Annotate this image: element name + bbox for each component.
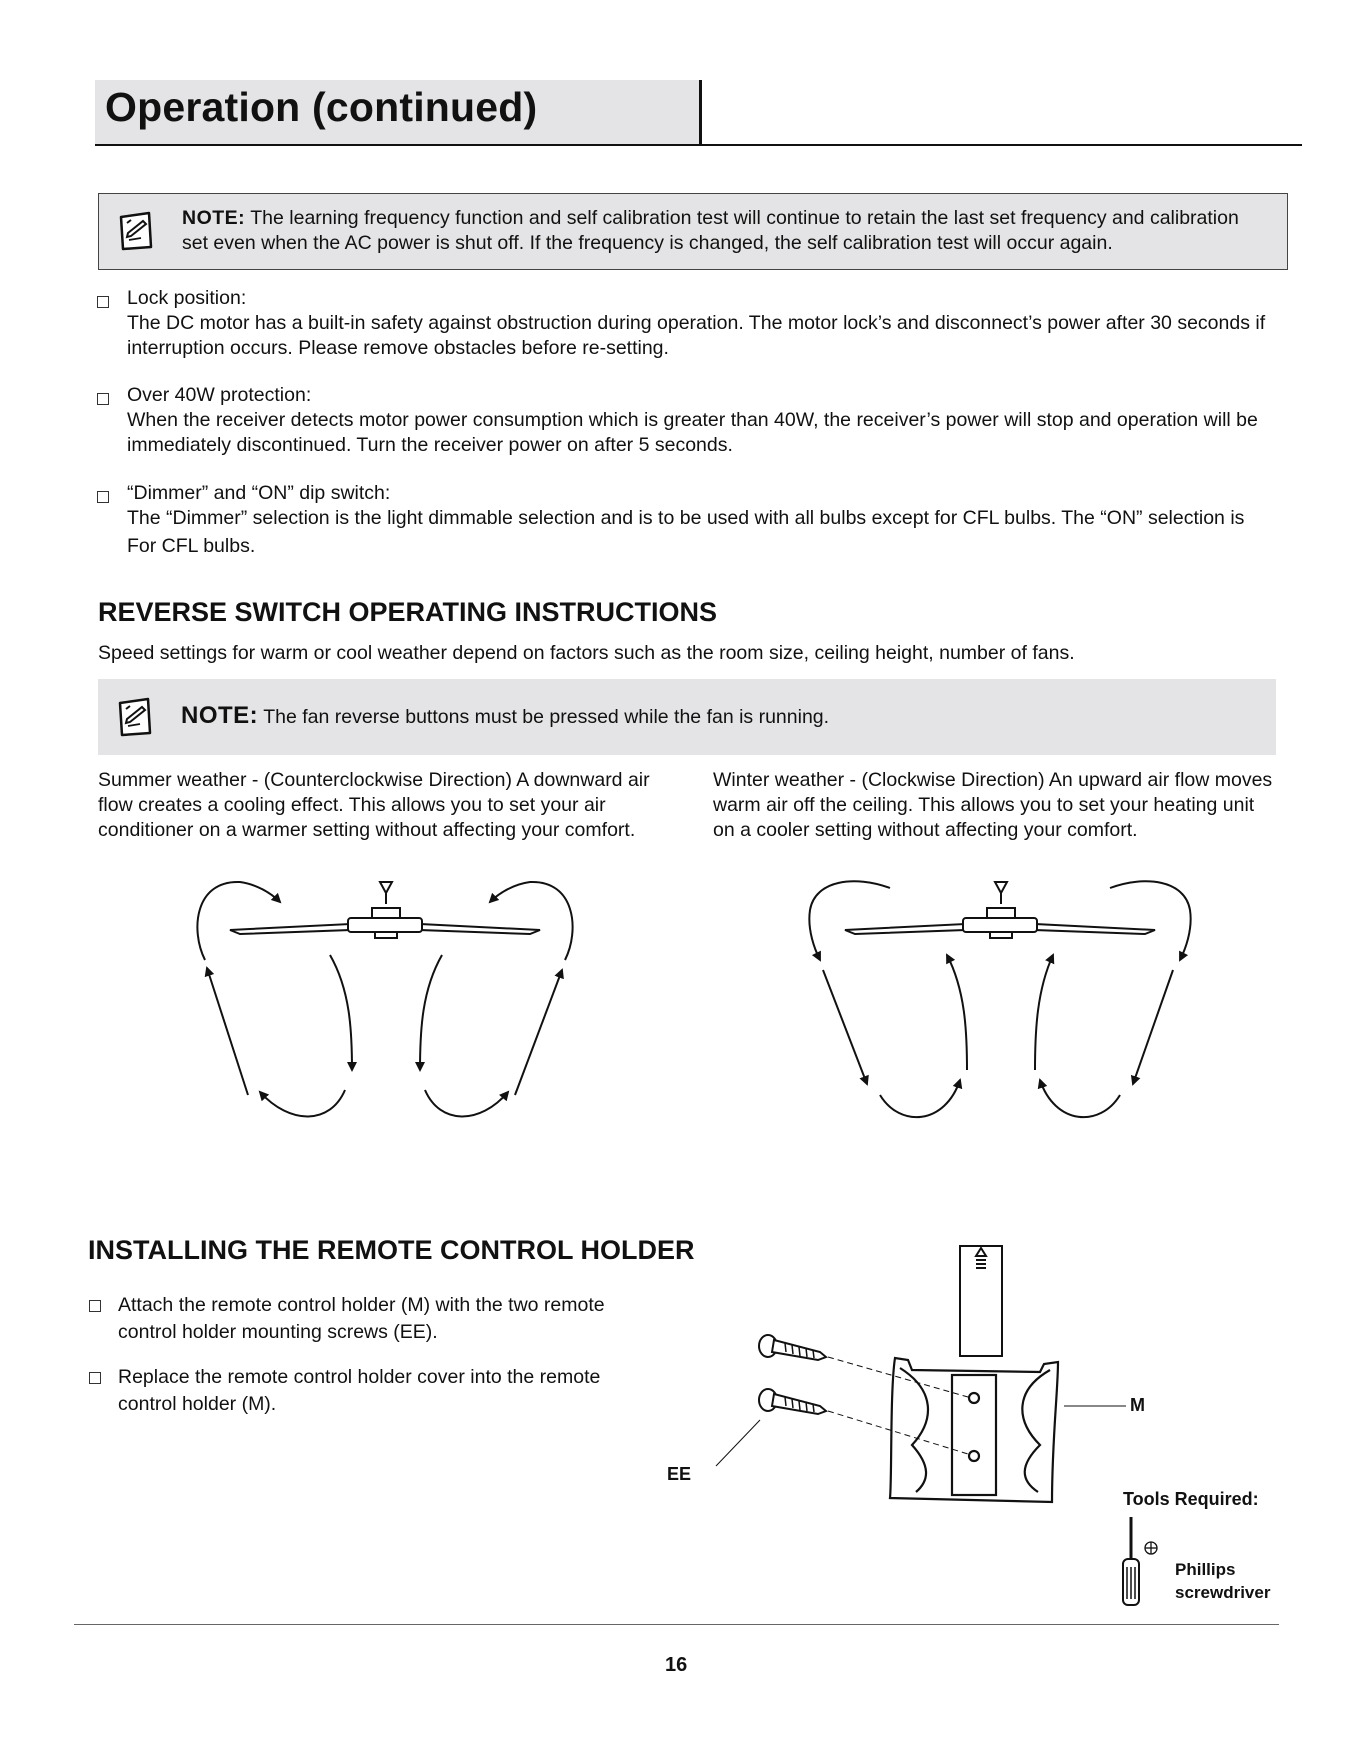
phillips-screwdriver-icon <box>1112 1515 1158 1610</box>
ceiling-fan-icon <box>230 882 540 938</box>
downward-arrow <box>330 955 352 1070</box>
bullet-square-icon <box>89 1372 101 1384</box>
curved-arrow <box>880 1080 960 1117</box>
step-text-line: control holder mounting screws (EE). <box>118 1321 438 1343</box>
leader-line <box>716 1420 760 1466</box>
step-text-line: control holder (M). <box>118 1393 277 1415</box>
curved-arrow <box>809 881 890 960</box>
downward-arrow <box>1133 970 1173 1084</box>
note-text: The fan reverse buttons must be pressed while the fan is running. <box>263 706 830 728</box>
note-pad-icon <box>113 207 157 253</box>
remote-holder-diagram <box>660 1240 1160 1530</box>
curved-arrow <box>1110 881 1191 960</box>
section-heading-remote: INSTALLING THE REMOTE CONTROL HOLDER <box>88 1235 695 1265</box>
upward-arrow <box>1035 955 1053 1070</box>
item-title: Over 40W protection: <box>127 384 312 406</box>
item-text-line: When the receiver detects motor power consumption which is greater than 40W, the receiver’s power will stop and operation will be <box>127 409 1258 431</box>
item-dimmer-switch <box>127 481 1307 559</box>
bullet-square-icon <box>97 393 109 405</box>
label-m: M <box>1130 1395 1145 1415</box>
bullet-square-icon <box>97 491 109 503</box>
winter-description <box>713 768 1313 843</box>
summer-airflow-diagram <box>180 860 600 1130</box>
note-text-line: The learning frequency function and self calibration test will continue to retain the last set frequency and calibration <box>250 207 1239 229</box>
tools-required-title: Tools Required: <box>1123 1489 1259 1509</box>
item-text-line: The “Dimmer” selection is the light dimmable selection and is to be used with all bulbs except for CFL bulbs. The “ON” selection is <box>127 507 1245 529</box>
summer-text-line: conditioner on a warmer setting without affecting your comfort. <box>98 819 636 841</box>
note-box-calibration <box>98 193 1288 270</box>
screw-icon <box>759 1389 826 1414</box>
step-text-line: Attach the remote control holder (M) with the two remote <box>118 1294 605 1316</box>
bullet-square-icon <box>97 296 109 308</box>
curved-arrow <box>490 882 573 960</box>
page-title: Operation (continued) <box>105 84 538 130</box>
winter-text-line: warm air off the ceiling. This allows you to set your heating unit <box>713 794 1255 816</box>
item-over-40w <box>127 383 1307 458</box>
curved-arrow <box>197 882 280 960</box>
note-label: NOTE: <box>181 702 259 729</box>
remote-holder-icon <box>890 1358 1058 1502</box>
tool-name-line: screwdriver <box>1175 1583 1271 1602</box>
reverse-intro: Speed settings for warm or cool weather depend on factors such as the room size, ceiling height, number of fans. <box>98 642 1075 664</box>
note-box-reverse <box>98 679 1276 755</box>
header-rule <box>95 144 1302 146</box>
winter-airflow-diagram <box>795 860 1215 1130</box>
curved-arrow <box>1040 1080 1120 1117</box>
remote-step-1 <box>118 1292 638 1346</box>
bullet-square-icon <box>89 1300 101 1312</box>
remote-control-icon <box>960 1246 1002 1356</box>
summer-text-line: Summer weather - (Counterclockwise Direction) A downward air <box>98 769 650 791</box>
summer-text-line: flow creates a cooling effect. This allows you to set your air <box>98 794 606 816</box>
note-text-line: set even when the AC power is shut off. If the frequency is changed, the self calibration test will occur again. <box>182 232 1113 254</box>
item-text-line: The DC motor has a built-in safety against obstruction during operation. The motor lock’s and disconnect’s power after 30 seconds if <box>127 312 1266 334</box>
ceiling-fan-icon <box>845 882 1155 938</box>
downward-arrow <box>823 970 867 1084</box>
winter-text-line: on a cooler setting without affecting your comfort. <box>713 819 1138 841</box>
upward-arrow <box>515 970 562 1095</box>
tool-name-line: Phillips <box>1175 1560 1236 1579</box>
item-title: “Dimmer” and “ON” dip switch: <box>127 482 391 504</box>
item-text-line: immediately discontinued. Turn the receiver power on after 5 seconds. <box>127 434 733 456</box>
remote-step-2 <box>118 1364 638 1418</box>
upward-arrow <box>947 955 967 1070</box>
item-text-line: For CFL bulbs. <box>127 535 256 557</box>
curved-arrow <box>260 1090 345 1117</box>
label-ee: EE <box>667 1464 692 1484</box>
summer-description <box>98 768 698 843</box>
upward-arrow <box>207 968 248 1095</box>
curved-arrow <box>425 1090 508 1117</box>
section-heading-reverse: REVERSE SWITCH OPERATING INSTRUCTIONS <box>98 597 718 627</box>
tool-name <box>1175 1558 1270 1604</box>
footer-rule <box>74 1624 1279 1625</box>
step-text-line: Replace the remote control holder cover into the remote <box>118 1366 601 1388</box>
note-pad-icon <box>112 693 156 739</box>
page-number: 16 <box>665 1654 688 1676</box>
item-lock-position <box>127 286 1307 361</box>
downward-arrow <box>420 955 442 1070</box>
note-label: NOTE: <box>182 207 246 229</box>
screw-icon <box>759 1335 826 1360</box>
item-text-line: interruption occurs. Please remove obstacles before re-setting. <box>127 337 669 359</box>
winter-text-line: Winter weather - (Clockwise Direction) An upward air flow moves <box>713 769 1273 791</box>
item-title: Lock position: <box>127 287 247 309</box>
